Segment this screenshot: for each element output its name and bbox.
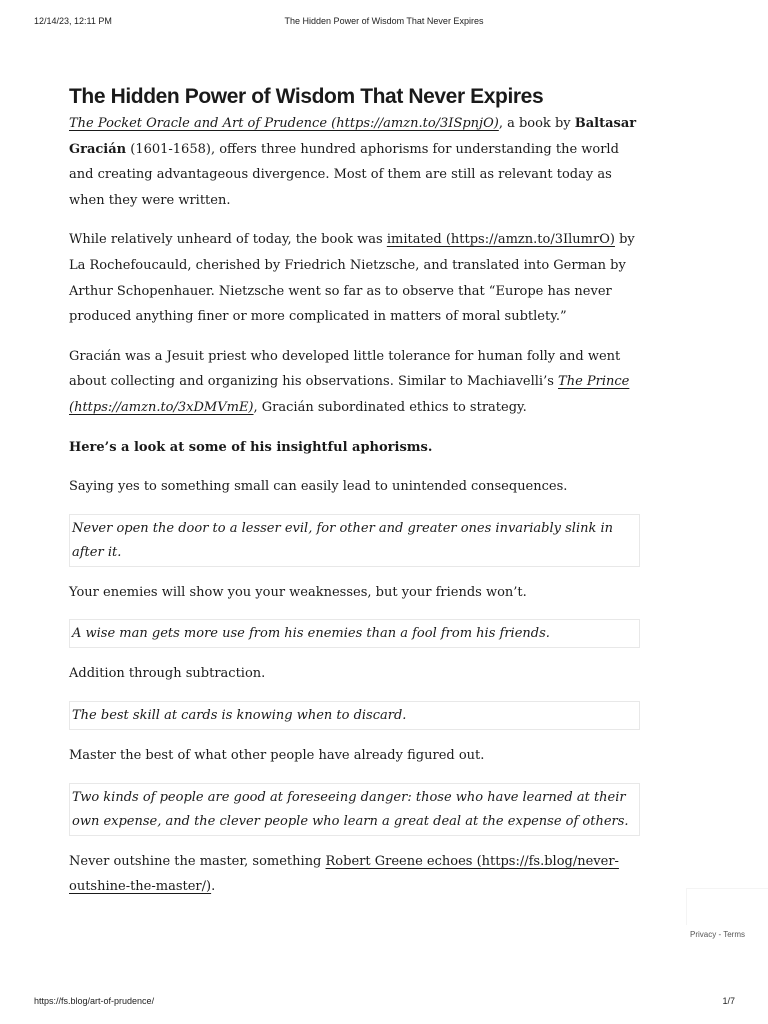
intro-text-2: (1601-1658), offers three hundred aphorisms for understanding the world and creating advantageous divergence. Most of them are still as relevant today as when they were written. [69, 141, 619, 208]
aphorisms-intro-text: Here’s a look at some of his insightful aphorisms. [69, 439, 433, 455]
print-page-title: The Hidden Power of Wisdom That Never Expires [284, 16, 484, 26]
print-footer [0, 996, 768, 1010]
jesuit-text-2: , Gracián subordinated ethics to strategy. [253, 399, 527, 415]
jesuit-text-1: Gracián was a Jesuit priest who developed little tolerance for human folly and went about collecting and organizing his observations. Similar to Machiavelli’s [69, 348, 621, 390]
print-url: https://fs.blog/art-of-prudence/ [34, 996, 155, 1006]
aphorism-quote-4: Two kinds of people are good at foreseeing danger: those who have learned at their own expense, and the clever people who learn a great deal at the expense of others. [69, 783, 640, 836]
aphorism-quote-2: A wise man gets more use from his enemies than a fool from his friends. [69, 619, 640, 648]
imitated-link[interactable]: imitated (https://amzn.to/3IlumrO) [386, 232, 615, 248]
history-text-2: by La Rochefoucauld, cherished by Friedrich Nietzsche, and translated into German by Arthur Schopenhauer. Nietzsche went so far as to observe that “Europe has never produced anything finer or more complicated in matters of moral subtlety.” [69, 232, 635, 325]
print-page-number: 1/7 [722, 996, 735, 1006]
aphorisms-intro [69, 435, 640, 461]
article-title: The Hidden Power of Wisdom That Never Expires [69, 85, 544, 108]
pocket-oracle-link[interactable]: The Pocket Oracle and Art of Prudence (https://amzn.to/3ISpnjO) [69, 116, 499, 131]
privacy-link[interactable]: Privacy [690, 930, 717, 939]
recaptcha-separator: - [716, 930, 724, 939]
aphorism-quote-3: The best skill at cards is knowing when to discard. [69, 701, 640, 730]
summary-3: Addition through subtraction. [69, 666, 266, 682]
jesuit-paragraph [69, 344, 640, 421]
print-datetime: 12/14/23, 12:11 PM [34, 16, 112, 26]
robert-greene-link[interactable]: Robert Greene echoes (https://fs.blog/never-outshine-the-master/) [69, 853, 619, 895]
outshine-text-2: . [211, 879, 216, 895]
terms-link[interactable]: Terms [723, 930, 745, 939]
history-paragraph [69, 227, 640, 329]
intro-paragraph [69, 111, 640, 213]
aphorism-quote-1: Never open the door to a lesser evil, for other and greater ones invariably slink in after it. [69, 514, 640, 567]
intro-text-1: , a book by [498, 116, 575, 131]
print-header [0, 16, 768, 30]
summary-4: Master the best of what other people have already figured out. [69, 747, 485, 763]
article [69, 82, 640, 914]
outshine-text-1: Never outshine the master, something [69, 853, 326, 869]
the-prince-link[interactable]: The Prince (https://amzn.to/3xDMVmE) [69, 374, 630, 415]
history-text-1: While relatively unheard of today, the book was [69, 232, 387, 248]
outshine-paragraph [69, 849, 640, 900]
recaptcha-box [686, 888, 768, 925]
recaptcha-links [690, 930, 745, 939]
summary-1: Saying yes to something small can easily lead to unintended consequences. [69, 479, 568, 495]
recaptcha-badge [686, 888, 768, 948]
author-name: Baltasar Gracián [69, 116, 637, 157]
summary-2: Your enemies will show you your weaknesses, but your friends won’t. [69, 584, 527, 600]
